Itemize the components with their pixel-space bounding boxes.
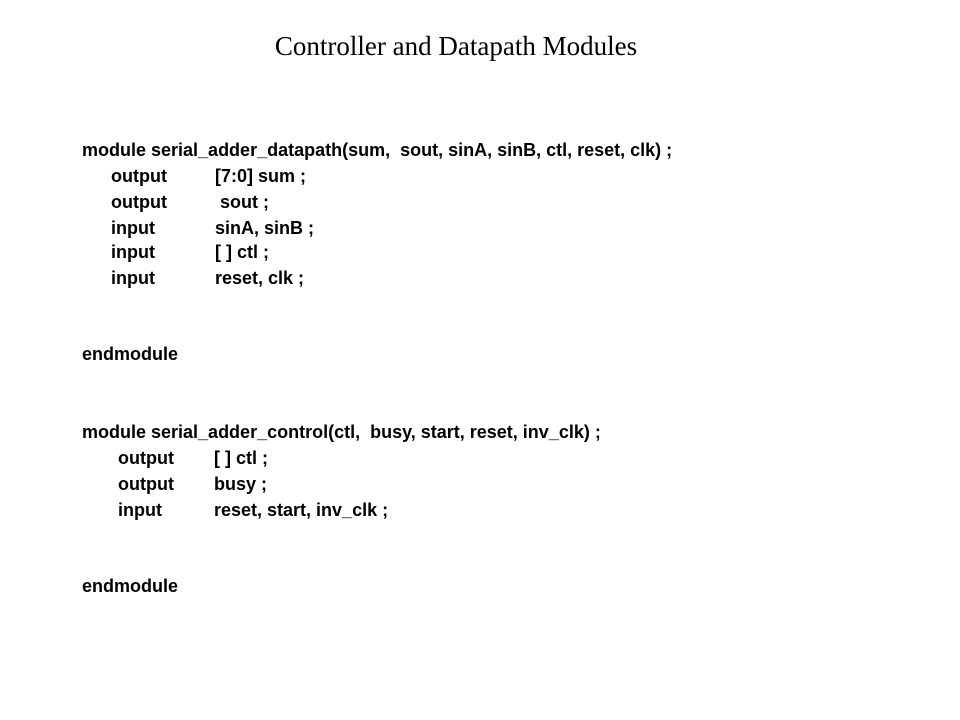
datapath-module-header: module serial_adder_datapath(sum, sout, sinA, sinB, ctl, reset, clk) ;	[82, 140, 673, 160]
port-declaration: reset, clk ;	[215, 268, 305, 288]
port-keyword: input	[118, 500, 162, 520]
datapath-port-line	[111, 164, 306, 188]
port-keyword: input	[111, 268, 155, 288]
control-port-line	[118, 446, 268, 470]
datapath-port-line	[111, 266, 304, 290]
datapath-port-line	[111, 190, 269, 214]
port-keyword: output	[111, 192, 167, 212]
control-port-line	[118, 472, 267, 496]
port-keyword: output	[118, 448, 174, 468]
datapath-module-end: endmodule	[82, 344, 179, 364]
datapath-port-line	[111, 216, 314, 240]
port-declaration: [ ] ctl ;	[215, 242, 269, 262]
port-keyword: input	[111, 218, 155, 238]
slide-title: Controller and Datapath Modules	[274, 31, 638, 61]
port-declaration: sinA, sinB ;	[215, 218, 315, 238]
control-port-line	[118, 498, 388, 522]
port-keyword: input	[111, 242, 155, 262]
port-declaration: busy ;	[214, 474, 268, 494]
port-declaration: [7:0] sum ;	[215, 166, 307, 186]
datapath-port-line	[111, 240, 269, 264]
port-keyword: output	[111, 166, 167, 186]
control-module-end: endmodule	[82, 576, 179, 596]
port-keyword: output	[118, 474, 174, 494]
port-declaration: [ ] ctl ;	[214, 448, 268, 468]
control-module-header: module serial_adder_control(ctl, busy, start, reset, inv_clk) ;	[82, 422, 601, 442]
port-declaration: sout ;	[215, 192, 269, 212]
port-declaration: reset, start, inv_clk ;	[214, 500, 389, 520]
